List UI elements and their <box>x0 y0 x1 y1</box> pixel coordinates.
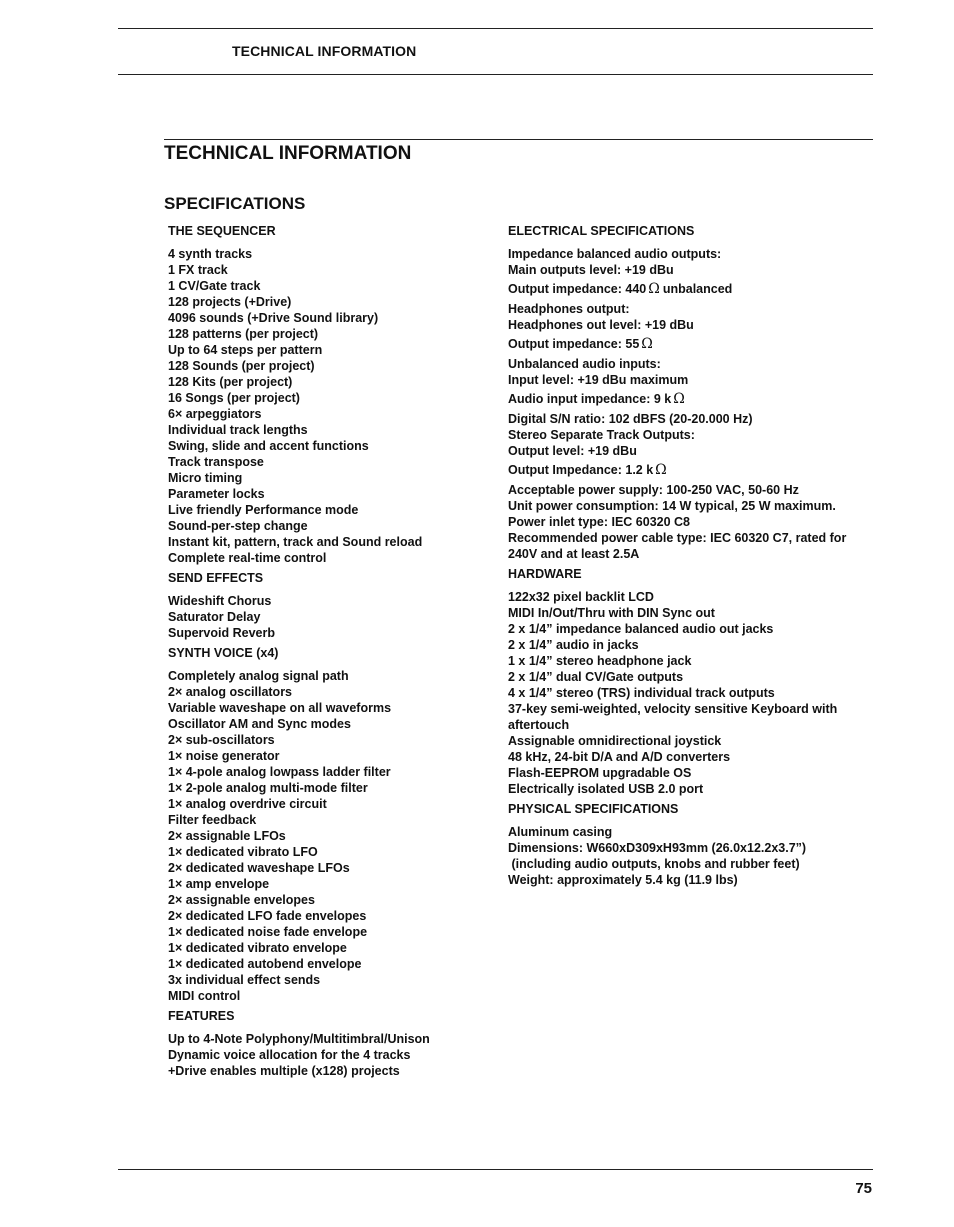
spec-line: Completely analog signal path <box>168 669 349 683</box>
spec-line: MIDI control <box>168 989 241 1003</box>
spec-line: Live friendly Performance mode <box>168 503 359 517</box>
spec-line: Wideshift Chorus <box>168 594 272 608</box>
spec-line: Assignable omnidirectional joystick <box>508 734 722 748</box>
section-title: SPECIFICATIONS <box>164 194 306 213</box>
spec-line: 1 CV/Gate track <box>168 279 261 293</box>
spec-line: Acceptable power supply: 100-250 VAC, 50-60 Hz <box>508 483 799 497</box>
group-title: HARDWARE <box>508 567 582 581</box>
spec-line: Digital S/N ratio: 102 dBFS (20-20.000 Hz) <box>508 412 753 426</box>
ohm-symbol-icon: Ω <box>648 281 660 297</box>
spec-line: Unit power consumption: 14 W typical, 25 W maximum. <box>508 499 836 513</box>
physical-group <box>508 801 868 888</box>
spec-line: 6× arpeggiators <box>168 407 262 421</box>
spec-line: Headphones output: <box>508 302 630 316</box>
spec-text: unbalanced <box>662 282 733 296</box>
spec-line: Variable waveshape on all waveforms <box>168 701 392 715</box>
group-title: FEATURES <box>168 1009 235 1023</box>
send-effects-group <box>168 570 488 641</box>
spec-line: Output level: +19 dBu <box>508 444 637 458</box>
spec-line: 1× amp envelope <box>168 877 270 891</box>
section-rule <box>164 139 873 140</box>
spec-line: 2× assignable envelopes <box>168 893 315 907</box>
spec-line: Dimensions: W660xD309xH93mm (26.0x12.2x3.7”) <box>508 841 807 855</box>
spec-line: Individual track lengths <box>168 423 308 437</box>
spec-line: Headphones out level: +19 dBu <box>508 318 694 332</box>
spec-line: 3x individual effect sends <box>168 973 321 987</box>
spec-line: 4096 sounds (+Drive Sound library) <box>168 311 379 325</box>
spec-line: Recommended power cable type: IEC 60320 C7, rated for 240V and at least 2.5A <box>508 531 847 561</box>
spec-line: Stereo Separate Track Outputs: <box>508 428 695 442</box>
spec-line: 2 x 1/4” impedance balanced audio out jacks <box>508 622 774 636</box>
hardware-group <box>508 566 868 797</box>
group-title: SEND EFFECTS <box>168 571 264 585</box>
spec-line: Saturator Delay <box>168 610 261 624</box>
spec-text: Audio input impedance: 9 k <box>508 392 672 406</box>
spec-line: Up to 4-Note Polyphony/Multitimbral/Unison <box>168 1032 430 1046</box>
spec-line <box>508 390 868 409</box>
spec-line <box>508 335 868 354</box>
group-title: PHYSICAL SPECIFICATIONS <box>508 802 679 816</box>
group-title: THE SEQUENCER <box>168 224 276 238</box>
spec-line: Up to 64 steps per pattern <box>168 343 323 357</box>
spec-line: Input level: +19 dBu maximum <box>508 373 689 387</box>
spec-line: Sound-per-step change <box>168 519 308 533</box>
spec-line: 4 synth tracks <box>168 247 253 261</box>
features-group <box>168 1008 488 1079</box>
spec-line: 2× sub-oscillators <box>168 733 275 747</box>
spec-line: 37-key semi-weighted, velocity sensitive Keyboard with aftertouch <box>508 702 838 732</box>
spec-line: Main outputs level: +19 dBu <box>508 263 674 277</box>
spec-line: Weight: approximately 5.4 kg (11.9 lbs) <box>508 873 738 887</box>
spec-line: 128 Kits (per project) <box>168 375 293 389</box>
spec-line: Complete real-time control <box>168 551 327 565</box>
spec-line: Supervoid Reverb <box>168 626 275 640</box>
spec-line: 1× dedicated vibrato envelope <box>168 941 347 955</box>
spec-line: Filter feedback <box>168 813 257 827</box>
spec-line: Swing, slide and accent functions <box>168 439 369 453</box>
spec-line: Aluminum casing <box>508 825 613 839</box>
left-column <box>168 223 488 1079</box>
spec-line: Track transpose <box>168 455 264 469</box>
spec-line: 2 x 1/4” dual CV/Gate outputs <box>508 670 684 684</box>
spec-text: Output impedance: 440 <box>508 282 647 296</box>
spec-line: 1× 2-pole analog multi-mode filter <box>168 781 368 795</box>
footer-rule <box>118 1169 873 1170</box>
spec-line: 122x32 pixel backlit LCD <box>508 590 654 604</box>
spec-line: 4 x 1/4” stereo (TRS) individual track outputs <box>508 686 775 700</box>
spec-line: MIDI In/Out/Thru with DIN Sync out <box>508 606 715 620</box>
spec-line: 2 x 1/4” audio in jacks <box>508 638 639 652</box>
spec-line: Impedance balanced audio outputs: <box>508 247 722 261</box>
running-header: TECHNICAL INFORMATION <box>232 43 417 59</box>
spec-line: 48 kHz, 24-bit D/A and A/D converters <box>508 750 731 764</box>
spec-line: 1× 4-pole analog lowpass ladder filter <box>168 765 391 779</box>
group-title: SYNTH VOICE (x4) <box>168 646 279 660</box>
spec-line: 2× assignable LFOs <box>168 829 286 843</box>
spec-line: 2× dedicated LFO fade envelopes <box>168 909 367 923</box>
spec-line: (including audio outputs, knobs and rubber feet) <box>508 857 800 871</box>
sequencer-group <box>168 223 488 566</box>
page-title: TECHNICAL INFORMATION <box>164 143 412 164</box>
spec-line: Micro timing <box>168 471 243 485</box>
spec-line: 1× noise generator <box>168 749 280 763</box>
spec-line: Oscillator AM and Sync modes <box>168 717 351 731</box>
header-top-rule <box>118 28 873 29</box>
spec-line: 128 Sounds (per project) <box>168 359 315 373</box>
spec-line: 1× dedicated vibrato LFO <box>168 845 318 859</box>
spec-line: Parameter locks <box>168 487 265 501</box>
spec-line: Electrically isolated USB 2.0 port <box>508 782 704 796</box>
spec-line: Unbalanced audio inputs: <box>508 357 661 371</box>
spec-line: 2× analog oscillators <box>168 685 293 699</box>
group-title: ELECTRICAL SPECIFICATIONS <box>508 224 695 238</box>
spec-line: Power inlet type: IEC 60320 C8 <box>508 515 691 529</box>
spec-text: Output Impedance: 1.2 k <box>508 463 654 477</box>
ohm-symbol-icon: Ω <box>655 462 667 478</box>
spec-line: 1× analog overdrive circuit <box>168 797 327 811</box>
spec-line: 1 FX track <box>168 263 228 277</box>
spec-line: +Drive enables multiple (x128) projects <box>168 1064 400 1078</box>
spec-line: Instant kit, pattern, track and Sound reload <box>168 535 423 549</box>
page-number: 75 <box>855 1180 872 1197</box>
spec-line: 16 Songs (per project) <box>168 391 300 405</box>
spec-line: 128 projects (+Drive) <box>168 295 292 309</box>
spec-line <box>508 461 868 480</box>
spec-line: 2× dedicated waveshape LFOs <box>168 861 350 875</box>
spec-line <box>508 280 868 299</box>
header-bottom-rule <box>118 74 873 75</box>
ohm-symbol-icon: Ω <box>641 336 653 352</box>
spec-text: Output impedance: 55 <box>508 337 640 351</box>
right-column <box>508 223 868 888</box>
spec-line: Dynamic voice allocation for the 4 tracks <box>168 1048 411 1062</box>
electrical-group <box>508 223 868 562</box>
synth-voice-group <box>168 645 488 1004</box>
spec-line: 128 patterns (per project) <box>168 327 319 341</box>
spec-line: 1 x 1/4” stereo headphone jack <box>508 654 692 668</box>
spec-line: 1× dedicated autobend envelope <box>168 957 362 971</box>
spec-line: Flash-EEPROM upgradable OS <box>508 766 692 780</box>
spec-line: 1× dedicated noise fade envelope <box>168 925 368 939</box>
ohm-symbol-icon: Ω <box>673 391 685 407</box>
